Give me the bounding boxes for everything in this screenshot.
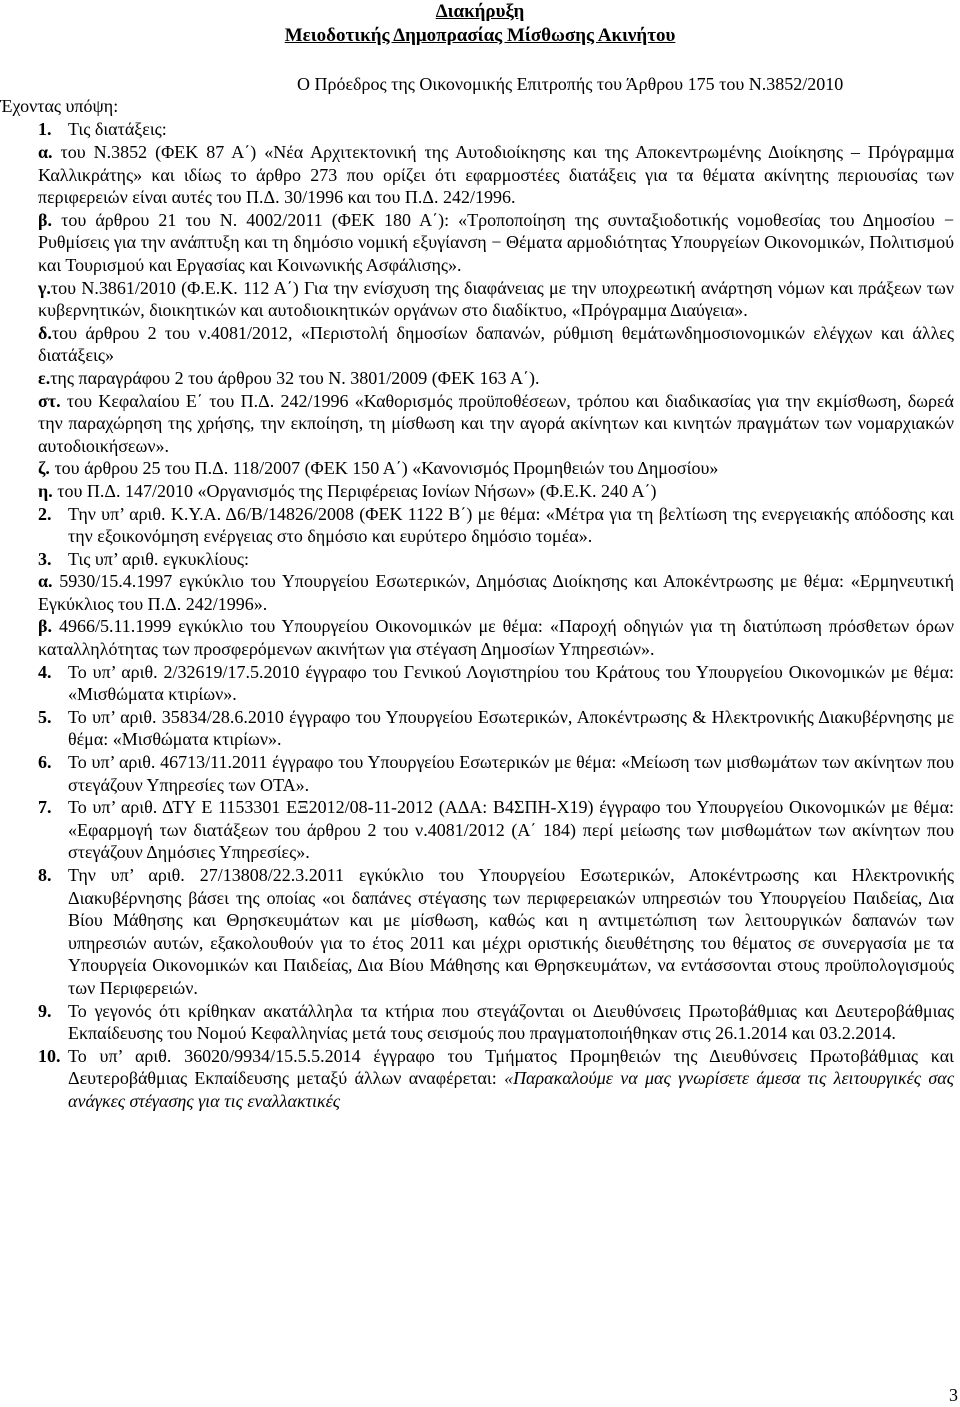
item-5-text: Το υπ’ αριθ. 35834/28.6.2010 έγγραφο του Υπουργείου Εσωτερικών, Αποκέντρωσης & Ηλεκτρονικής Διακυβέρνησης με θέμα: «Μισθώματα κτιρίων». <box>68 706 954 750</box>
clause-h-text: του Π.Δ. 147/2010 «Οργανισμός της Περιφέρειας Ιονίων Νήσων» (Φ.Ε.Κ. 240 Α΄) <box>57 480 657 501</box>
item-10-body <box>68 1045 954 1113</box>
clause-a <box>38 141 954 209</box>
item-7-number: 7. <box>38 797 52 818</box>
document-subtitle: Μειοδοτικής Δημοπρασίας Μίσθωσης Ακινήτου <box>284 25 676 46</box>
clause-st <box>38 390 954 458</box>
item-4 <box>38 661 954 706</box>
clause-d-text: του άρθρου 2 του ν.4081/2012, «Περιστολή δημοσίων δαπανών, ρύθμιση θεμάτωνδημοσιονομικών ελέγχων και άλλες διατάξεις» <box>38 322 954 366</box>
clause-g-text: του Ν.3861/2010 (Φ.Ε.Κ. 112 Α΄) Για την ενίσχυση της διαφάνειας με την υποχρεωτική ανάρτηση νόμων και πράξεων των κυβερνητικών, διοικητικών και αυτοδιοικητικών οργάνων στο διαδίκτυο, «Πρόγραμμα Διαύγεια». <box>38 277 954 321</box>
circular-b-letter: β. <box>38 616 52 637</box>
item-3 <box>38 548 954 571</box>
item-4-number: 4. <box>38 661 52 682</box>
having-seen-heading: Έχοντας υπόψη: <box>0 96 119 116</box>
item-10-number: 10. <box>38 1045 61 1066</box>
clause-e-text: της παραγράφου 2 του άρθρου 32 του Ν. 3801/2009 (ΦΕΚ 163 Α΄). <box>50 367 540 388</box>
clause-z <box>38 457 954 480</box>
page-number: 3 <box>949 1385 958 1405</box>
item-8-text: Την υπ’ αριθ. 27/13808/22.3.2011 εγκύκλιο του Υπουργείου Εσωτερικών, Αποκέντρωσης και Ηλεκτρονικής Διακυβέρνησης βάσει της οποίας «οι δαπάνες στέγασης των περιφερειακών υπηρεσιών του Υπουργείου Παιδείας, Δια Βίου Μάθησης και Θρησκευμάτων και με μίσθωση, καθώς και η αντιμετώπιση των λειτουργικών δαπανών των υπηρεσιών αυτών, εξακολουθούν για το έτος 2011 και μέχρι οριστικής διευθέτησης του θέματος σε συνεργασία με τα Υπουργεία Οικονομικών και Παιδείας, Δια Βίου Μάθησης και Θρησκευμάτων, να εντάσσονται στους προϋπολογισμούς των Περιφερειών. <box>68 865 954 998</box>
clause-b-text: του άρθρου 21 του Ν. 4002/2011 (ΦΕΚ 180 Α΄): «Τροποποίηση της συνταξιοδοτικής νομοθεσίας του Δημοσίου − Ρυθμίσεις για την ανάπτυξη και τη δημόσιο νομική εξυγίανση − Θέματα αρμοδιότητας Υπουργείων Οικονομικών, Πολιτισμού και Τουρισμού και Εργασίας και Κοινωνικής Ασφάλισης». <box>38 209 955 275</box>
circular-a-text: 5930/15.4.1997 εγκύκλιο του Υπουργείου Εσωτερικών, Δημόσιας Διοίκησης και Αποκέντρωσης με θέμα: «Ερμηνευτική Εγκύκλιος του Π.Δ. 242/1996». <box>38 571 954 614</box>
item-1-text: Τις διατάξεις: <box>68 119 167 139</box>
item-9-text: Το γεγονός ότι κρίθηκαν ακατάλληλα τα κτήρια που στεγάζονται οι Διευθύνσεις Πρωτοβάθμιας και Δευτεροβάθμιας Εκπαίδευσης του Νομού Κεφαλληνίας μετά τους σεισμούς που πραγματοποιήθηκαν στις 26.1.2014 και 03.2.2014. <box>68 1000 954 1044</box>
clause-b <box>38 209 954 277</box>
item-10 <box>38 1045 954 1113</box>
circular-b <box>38 615 954 660</box>
document-title: Διακήρυξη <box>435 1 525 22</box>
item-1 <box>38 118 167 141</box>
clause-z-letter: ζ. <box>38 458 50 479</box>
item-10-quote: «Παρακαλούμε να μας γνωρίσετε άμεσα τις λειτουργικές σας ανάγκες στέγασης για τις εναλλακτικές <box>68 1068 954 1111</box>
item-10-text: Το υπ’ αριθ. 36020/9934/15.5.5.2014 έγγραφο του Τμήματος Προμηθειών της Διευθύνσεις Πρωτοβάθμιας και Δευτεροβάθμιας Εκπαίδευσης μεταξύ άλλων αναφέρεται: <box>68 1045 954 1089</box>
clause-b-letter: β. <box>38 209 52 230</box>
item-5-number: 5. <box>38 706 52 727</box>
item-9-number: 9. <box>38 1000 52 1021</box>
item-3-number: 3. <box>38 548 52 569</box>
clause-e-letter: ε. <box>38 367 51 388</box>
clause-st-text: του Κεφαλαίου Ε΄ του Π.Δ. 242/1996 «Καθορισμός προϋποθέσεων, τρόπου και διαδικασίας για την εκμίσθωση, δωρεά την παραχώρηση της χρήσης, την εκποίηση, τη μίσθωση και την αγορά ακίνητων και κινητών πραγμάτων των νομαρχιακών αυτοδιοικήσεων». <box>38 390 954 456</box>
item-7-text: Το υπ’ αριθ. ΔΤΥ Ε 1153301 ΕΞ2012/08-11-2012 (ΑΔΑ: Β4ΣΠΗ-Χ19) έγγραφο του Υπουργείου Οικονομικών με θέμα: «Εφαρμογή των διατάξεων του άρθρου 2 του ν.4081/2012 (Α΄ 184) περί μείωσης των μισθωμάτων των ακίνητων που στεγάζουν Δημόσιες Υπηρεσίες». <box>68 797 954 863</box>
clause-a-letter: α. <box>38 142 53 162</box>
item-8-number: 8. <box>38 865 52 885</box>
item-3-text: Τις υπ’ αριθ. εγκυκλίους: <box>68 548 250 569</box>
president-line: Ο Πρόεδρος της Οικονομικής Επιτροπής του Άρθρου 175 του Ν.3852/2010 <box>297 74 844 94</box>
item-2-text: Την υπ’ αριθ. Κ.Υ.Α. Δ6/Β/14826/2008 (ΦΕΚ 1122 Β΄) με θέμα: «Μέτρα για τη βελτίωση της ενεργειακής απόδοσης και την εξοικονόμηση ενέργειας στο δημόσιο και ευρύτερο δημόσιο τομέα». <box>68 503 954 547</box>
item-6-text: Το υπ’ αριθ. 46713/11.2011 έγγραφο του Υπουργείου Εσωτερικών με θέμα: «Μείωση των μισθωμάτων των ακίνητων που στεγάζουν Υπηρεσίες των ΟΤΑ». <box>68 752 954 795</box>
clause-a-text: του Ν.3852 (ΦΕΚ 87 Α΄) «Νέα Αρχιτεκτονική της Αυτοδιοίκησης και της Αποκεντρωμένης Διοίκησης – Πρόγραμμα Καλλικράτης» και ιδίως το άρθρο 273 που ορίζει ότι εφαρμοστέες διατάξεις για τα θέματα ακίνητης περιουσίας των περιφερειών είναι αυτές του Π.Δ. 30/1996 και του Π.Δ. 242/1996. <box>38 142 955 208</box>
item-2-number: 2. <box>38 503 52 524</box>
circular-a-letter: α. <box>38 571 53 592</box>
clause-g <box>38 277 954 322</box>
clause-z-text: του άρθρου 25 του Π.Δ. 118/2007 (ΦΕΚ 150 Α΄) «Κανονισμός Προμηθειών του Δημοσίου» <box>54 458 719 479</box>
item-5 <box>38 706 954 751</box>
clause-h-letter: η. <box>38 480 53 501</box>
clause-h <box>38 480 954 503</box>
circular-a <box>38 570 954 615</box>
item-2 <box>38 503 954 548</box>
item-9 <box>38 1000 954 1045</box>
item-4-text: Το υπ’ αριθ. 2/32619/17.5.2010 έγγραφο του Γενικού Λογιστηρίου του Κράτους του Υπουργείου Οικονομικών με θέμα: «Μισθώματα κτιρίων». <box>68 661 954 705</box>
item-6-number: 6. <box>38 752 52 773</box>
document-body <box>38 141 954 1113</box>
item-8 <box>38 864 954 1000</box>
item-6 <box>38 751 954 796</box>
clause-e <box>38 367 954 390</box>
item-7 <box>38 796 954 864</box>
item-1-number: 1. <box>38 119 52 139</box>
clause-st-letter: στ. <box>38 390 61 411</box>
circular-b-text: 4966/5.11.1999 εγκύκλιο του Υπουργείου Οικονομικών με θέμα: «Παροχή οδηγιών για τη διατύπωση πρόσθετων όρων καταλληλότητας των προσφερόμενων ακινήτων για στέγαση Δημοσίων Υπηρεσιών». <box>38 616 955 660</box>
clause-g-letter: γ. <box>38 277 51 298</box>
clause-d <box>38 322 954 367</box>
clause-d-letter: δ. <box>38 322 52 343</box>
